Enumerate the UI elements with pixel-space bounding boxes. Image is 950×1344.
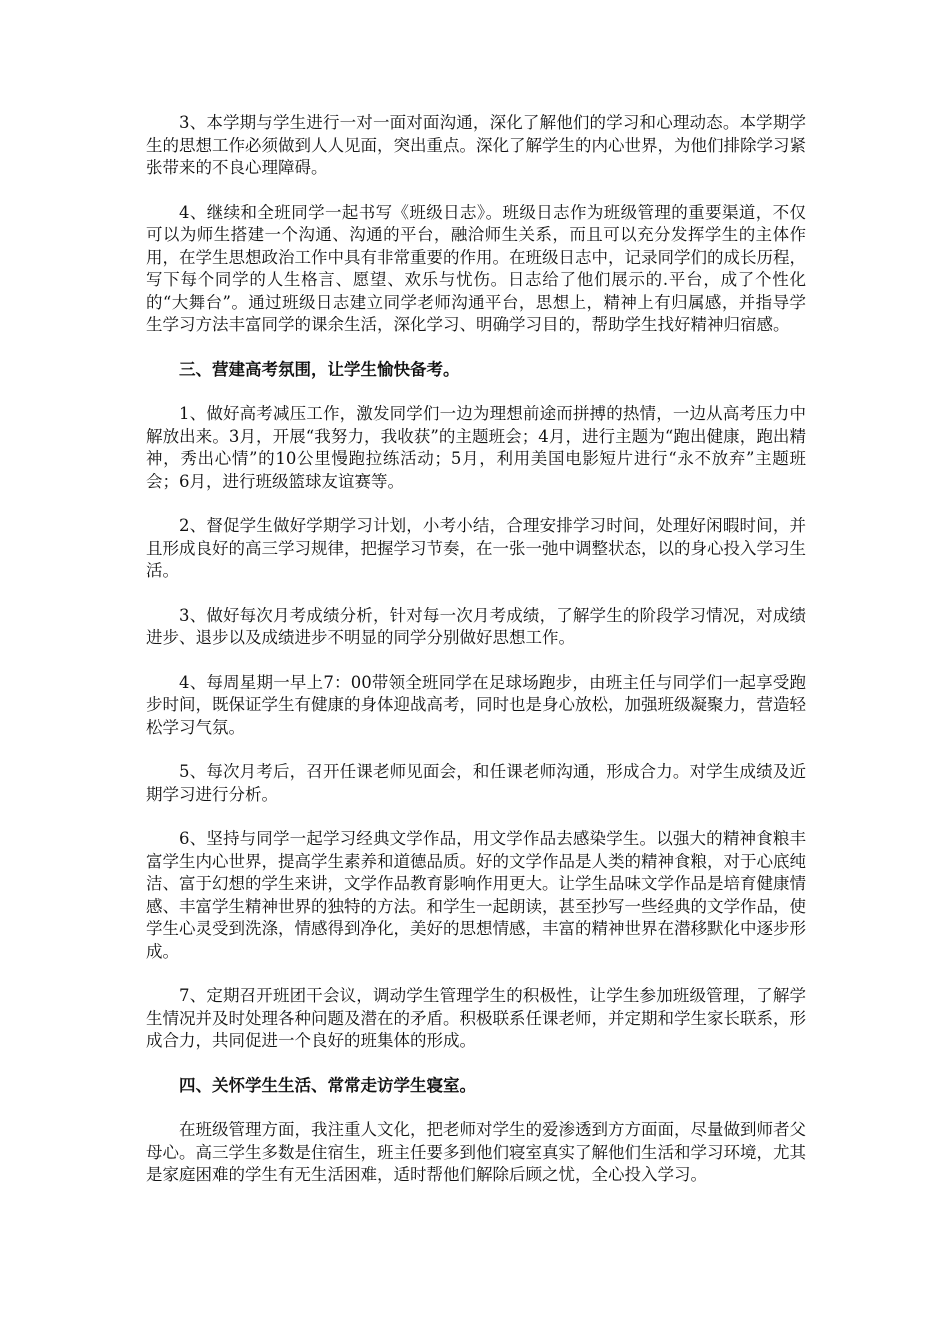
section-heading-3: 三、营建高考氛围，让学生愉快备考。 [179,359,460,379]
paragraph-exam-stress-relief: 1、做好高考减压工作，激发同学们一边为理想前途而拼搏的热情，一边从高考压力中解放出来。3月，开展“我努力，我收获”的主题班会；4月，进行主题为“跑出健康，跑出精神，秀出心情”的10公里慢跑拉练活动；5月，利用美国电影短片进行“永不放弃”主题班会；6月，进行班级篮球友谊赛等。 [146,404,806,491]
section-heading-4: 四、关怀学生生活、常常走访学生寝室。 [179,1075,476,1095]
paragraph-monday-running: 4、每周星期一早上7：00带领全班同学在足球场跑步，由班主任与同学们一起享受跑步时间，既保证学生有健康的身体迎战高考，同时也是身心放松，加强班级凝聚力，营造轻松学习气氛。 [146,672,806,737]
paragraph-class-cadre-meeting: 7、定期召开班团干会议，调动学生管理学生的积极性，让学生参加班级管理，了解学生情况并及时处理各种问题及潜在的矛盾。积极联系任课老师，并定期和学生家长联系，形成合力，共同促进一个良好的班集体的形成。 [146,986,806,1050]
paragraph-item-3: 3、本学期与学生进行一对一面对面沟通，深化了解他们的学习和心理动态。本学期学生的思想工作必须做到人人见面，突出重点。深化了解学生的内心世界，为他们排除学习紧张带来的不良心理障碍。 [146,113,806,177]
paragraph-dormitory-visits: 在班级管理方面，我注重人文化，把老师对学生的爱渗透到方方面面，尽量做到师者父母心。高三学生多数是住宿生，班主任要多到他们寝室真实了解他们生活和学习环境，尤其是家庭困难的学生有无生活困难，适时帮他们解除后顾之忧，全心投入学习。 [146,1120,806,1184]
paragraph-literature-study: 6、坚持与同学一起学习经典文学作品，用文学作品去感染学生。以强大的精神食粮丰富学生内心世界，提高学生素养和道德品质。好的文学作品是人类的精神食粮，对于心底纯洁、富于幻想的学生来讲，文学作品教育影响作用更大。让学生品味文学作品是培育健康情感、丰富学生精神世界的独特的方法。和学生一起朗读，甚至抄写一些经典的文学作品，使学生心灵受到洗涤，情感得到净化，美好的思想情感，丰富的精神世界在潜移默化中逐步形成。 [146,829,806,961]
paragraph-teacher-meeting: 5、每次月考后，召开任课老师见面会，和任课老师沟通，形成合力。对学生成绩及近期学习进行分析。 [146,762,806,804]
paragraph-monthly-exam-analysis: 3、做好每次月考成绩分析，针对每一次月考成绩，了解学生的阶段学习情况，对成绩进步、退步以及成绩进步不明显的同学分别做好思想工作。 [146,605,806,647]
paragraph-study-plan: 2、督促学生做好学期学习计划，小考小结，合理安排学习时间，处理好闲暇时间，并且形成良好的高三学习规律，把握学习节奏，在一张一弛中调整状态，以的身心投入学习生活。 [146,516,806,580]
paragraph-item-4-class-journal: 4、继续和全班同学一起书写《班级日志》。班级日志作为班级管理的重要渠道，不仅可以为师生搭建一个沟通、沟通的平台，融洽师生关系，而且可以充分发挥学生的主体作用，在学生思想政治工作中具有非常重要的作用。在班级日志中，记录同学们的成长历程，写下每个同学的人生格言、愿望、欢乐与忧伤。日志给了他们展示的.平台，成了个性化的“大舞台”。通过班级日志建立同学老师沟通平台，思想上，精神上有归属感，并指导学生学习方法丰富同学的课余生活，深化学习、明确学习目的，帮助学生找好精神归宿感。 [146,202,806,334]
document-body [146,112,806,1209]
